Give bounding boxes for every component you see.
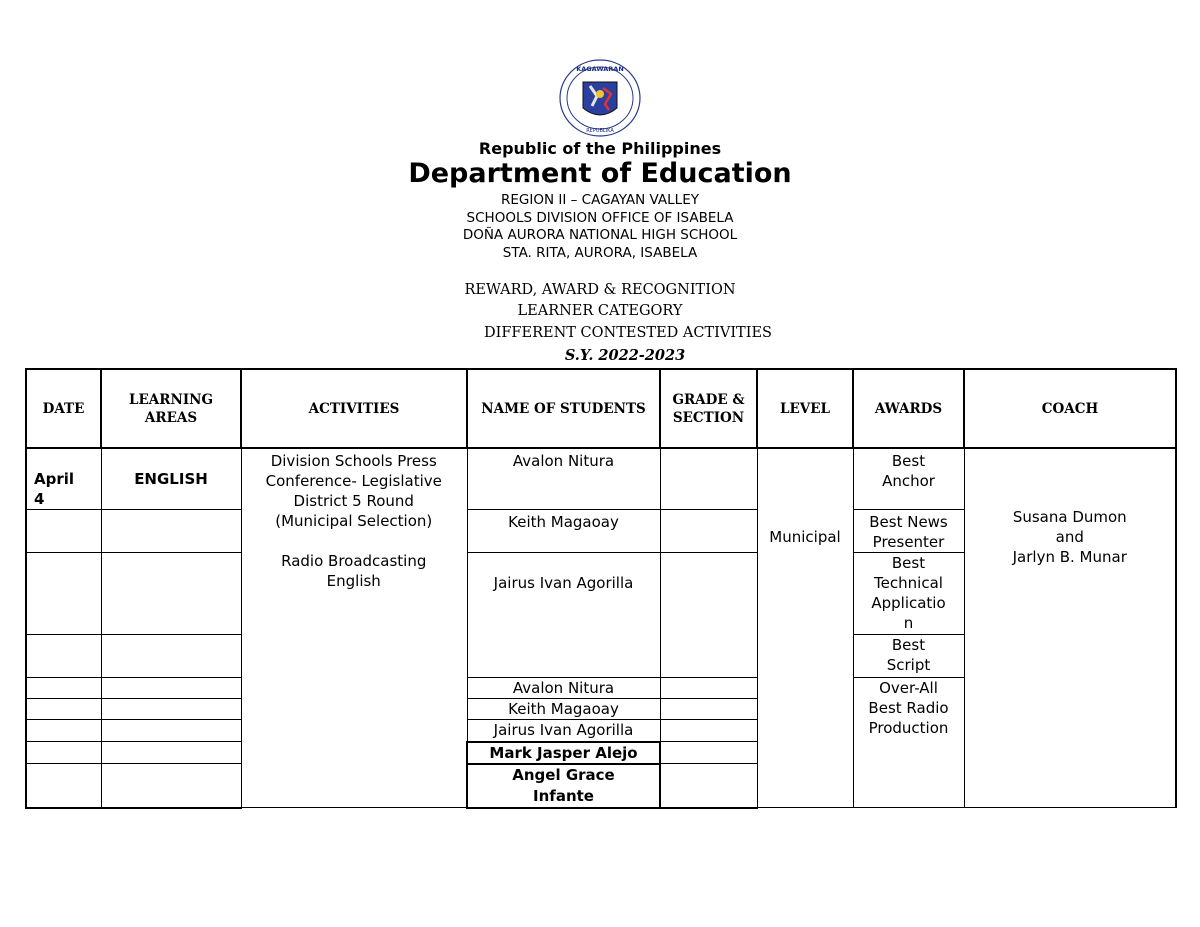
grade-cell — [660, 764, 757, 808]
republic-line: Republic of the Philippines — [478, 139, 722, 158]
deped-seal-logo — [557, 58, 643, 138]
address-line: STA. RITA, AURORA, ISABELA — [502, 245, 698, 261]
date-cell — [26, 635, 101, 678]
date-cell — [26, 553, 101, 635]
grade-cell — [660, 742, 757, 764]
svg-text:REPUBLIKA: REPUBLIKA — [586, 128, 614, 134]
student-name: Avalon Nitura — [467, 678, 660, 699]
award-cell: Best Script — [853, 635, 964, 678]
date-cell — [26, 720, 101, 742]
grade-cell — [660, 699, 757, 720]
grade-cell — [660, 510, 757, 553]
student-name: Mark Jasper Alejo — [467, 742, 660, 764]
grade-cell — [660, 720, 757, 742]
award-cell: Best Anchor — [853, 448, 964, 510]
learning-area-cell: ENGLISH — [101, 448, 241, 510]
award-cell: Best Technical Applicatio n — [853, 553, 964, 635]
student-name: Jairus Ivan Agorilla — [467, 720, 660, 742]
student-name: Avalon Nitura — [467, 448, 660, 510]
award-cell: Over-All Best Radio Production — [853, 678, 964, 808]
region-line: REGION II – CAGAYAN VALLEY — [501, 192, 699, 208]
learning-area-cell — [101, 699, 241, 720]
learning-area-cell — [101, 678, 241, 699]
grade-cell — [660, 448, 757, 510]
title-activities: DIFFERENT CONTESTED ACTIVITIES — [484, 325, 772, 341]
date-cell — [26, 510, 101, 553]
learning-area-cell — [101, 553, 241, 635]
col-learning-areas: LEARNING AREAS — [101, 369, 241, 448]
school-year: S.Y. 2022-2023 — [564, 347, 686, 364]
learning-area-cell — [101, 742, 241, 764]
level-cell: Municipal — [757, 448, 853, 808]
school-line: DOÑA AURORA NATIONAL HIGH SCHOOL — [462, 227, 738, 243]
grade-cell — [660, 553, 757, 678]
student-name: Keith Magaoay — [467, 699, 660, 720]
student-name: Keith Magaoay — [467, 510, 660, 553]
date-cell — [26, 678, 101, 699]
coach-cell: Susana Dumon and Jarlyn B. Munar — [964, 448, 1176, 808]
division-line: SCHOOLS DIVISION OFFICE OF ISABELA — [466, 210, 734, 226]
grade-cell — [660, 678, 757, 699]
learning-area-cell — [101, 764, 241, 808]
col-students: NAME OF STUDENTS — [467, 369, 660, 448]
col-activities: ACTIVITIES — [241, 369, 467, 448]
title-reward: REWARD, AWARD & RECOGNITION — [464, 282, 736, 298]
col-date: DATE — [26, 369, 101, 448]
department-title: Department of Education — [408, 158, 792, 189]
header-row — [26, 369, 1176, 448]
col-grade-section: GRADE & SECTION — [660, 369, 757, 448]
title-category: LEARNER CATEGORY — [517, 303, 683, 319]
date-cell — [26, 742, 101, 764]
col-level: LEVEL — [757, 369, 853, 448]
date-cell — [26, 699, 101, 720]
learning-area-cell — [101, 510, 241, 553]
activity-cell: Division Schools Press Conference- Legislative District 5 Round (Municipal Selection) Radio Broadcasting English — [241, 448, 467, 808]
student-name: Jairus Ivan Agorilla — [467, 553, 660, 678]
date-cell — [26, 764, 101, 808]
col-awards: AWARDS — [853, 369, 964, 448]
table-row — [26, 448, 1176, 510]
date-cell: April 4 — [26, 448, 101, 510]
learning-area-cell — [101, 635, 241, 678]
awards-table — [25, 368, 1177, 809]
award-cell: Best News Presenter — [853, 510, 964, 553]
svg-text:KAGAWARAN: KAGAWARAN — [576, 65, 624, 73]
learning-area-cell — [101, 720, 241, 742]
student-name: Angel Grace Infante — [467, 764, 660, 808]
col-coach: COACH — [964, 369, 1176, 448]
